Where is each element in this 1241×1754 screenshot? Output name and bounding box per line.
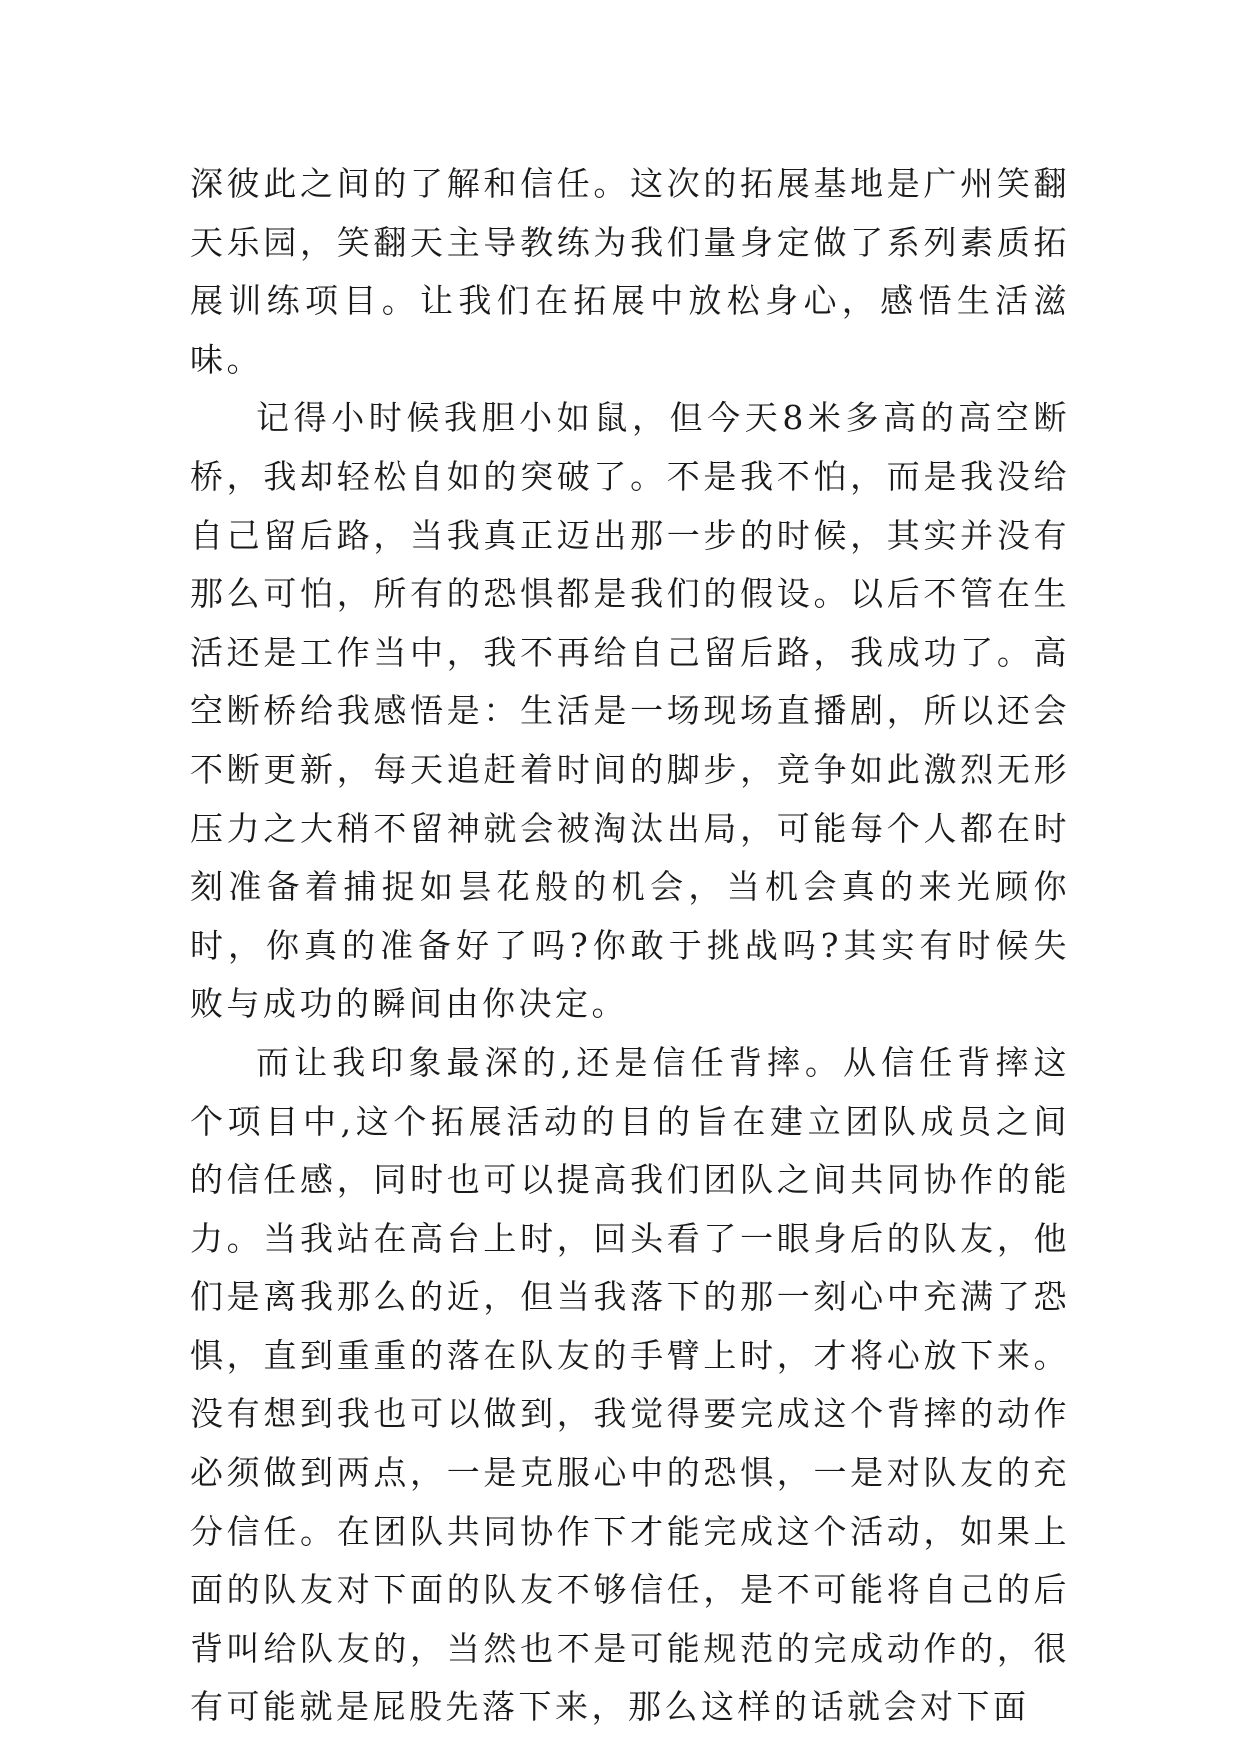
paragraph-1: 深彼此之间的了解和信任。这次的拓展基地是广州笑翻天乐园，笑翻天主导教练为我们量身定做了系列素质拓展训练项目。让我们在拓展中放松身心，感悟生活滋味。 <box>190 164 1070 379</box>
paragraph-2: 记得小时候我胆小如鼠，但今天8米多高的高空断桥，我却轻松自如的突破了。不是我不怕，而是我没给自己留后路，当我真正迈出那一步的时候，其实并没有那么可怕，所有的恐惧都是我们的假设。以后不管在生活还是工作当中，我不再给自己留后路，我成功了。高空断桥给我感悟是：生活是一场现场直播剧，所以还会不断更新，每天追赶着时间的脚步，竞争如此激烈无形压力之大稍不留神就会被淘汰出局，可能每个人都在时刻准备着捕捉如昙花般的机会，当机会真的来光顾你时，你真的准备好了吗?你敢于挑战吗?其实有时候失败与成功的瞬间由你决定。 <box>190 398 1070 1024</box>
paragraph-3: 而让我印象最深的,还是信任背摔。从信任背摔这个项目中,这个拓展活动的目的旨在建立团队成员之间的信任感，同时也可以提高我们团队之间共同协作的能力。当我站在高台上时，回头看了一眼身后的队友，他们是离我那么的近，但当我落下的那一刻心中充满了恐惧，直到重重的落在队友的手臂上时，才将心放下来。没有想到我也可以做到，我觉得要完成这个背摔的动作必须做到两点，一是克服心中的恐惧，一是对队友的充分信任。在团队共同协作下才能完成这个活动，如果上面的队友对下面的队友不够信任，是不可能将自己的后背叫给队友的，当然也不是可能规范的完成动作的，很有可能就是屁股先落下来，那么这样的话就会对下面 <box>190 1042 1070 1727</box>
document-body <box>190 155 1070 1737</box>
